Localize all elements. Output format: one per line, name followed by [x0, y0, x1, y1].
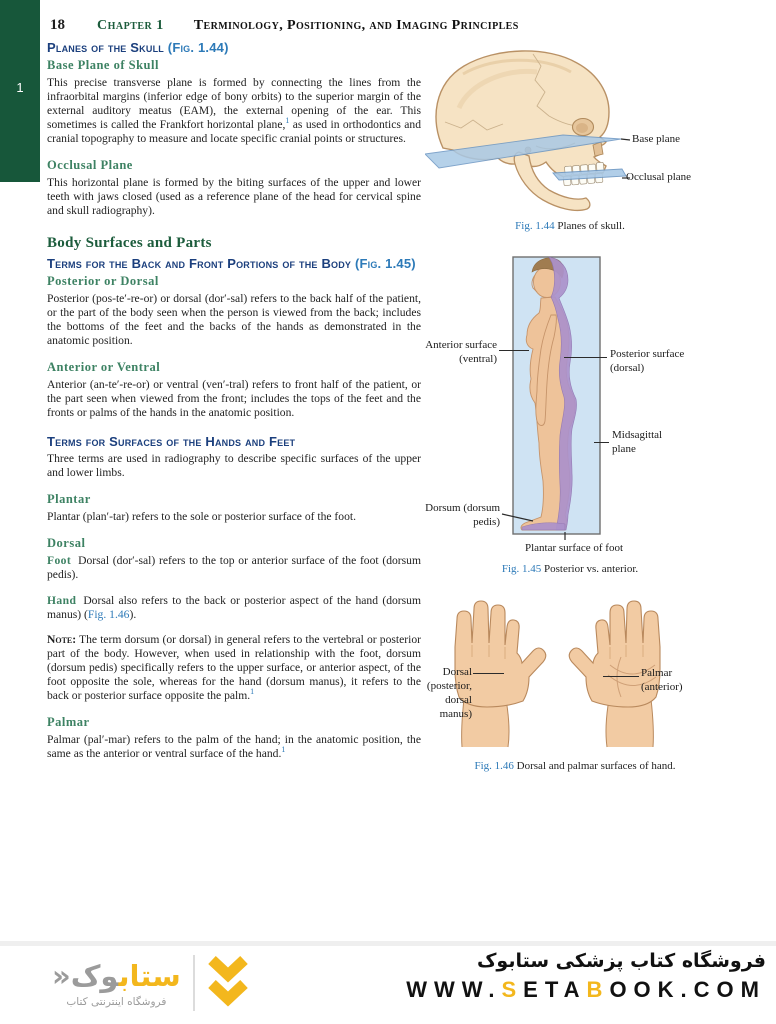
text-column — [47, 40, 421, 761]
pointer-dorsal — [473, 673, 504, 674]
heading-dorsal: Dorsal — [47, 536, 86, 550]
url-s: S — [501, 977, 524, 1002]
label-base-plane: Base plane — [632, 133, 680, 145]
caption-fig-144-text: Planes of skull. — [554, 220, 625, 232]
wordmark-yellow: ستاب — [118, 958, 181, 993]
footnote-ref: 1 — [281, 745, 286, 755]
heading-plantar: Plantar — [47, 492, 91, 506]
paragraph-dorsal-foot — [47, 554, 421, 582]
pointer-anterior — [499, 350, 529, 351]
label-midsagittal-line2: plane — [612, 442, 636, 455]
label-dorsum-line2: pedis) — [473, 515, 500, 528]
heading-planes-text: Planes of the Skull — [47, 40, 168, 55]
dorsal-hand-text-2: ). — [129, 608, 137, 621]
label-anterior-line2: (ventral) — [459, 352, 497, 365]
paragraph-plantar: Plantar (plan′-tar) refers to the sole or posterior surface of the foot. — [47, 510, 357, 523]
base-plane-text-2: as used in orthodontics and cranial topography to measure and locate specific cranial points or structures. — [47, 118, 421, 145]
base-plane-text-1: This precise transverse plane is formed by connecting the lines from the infraorbital margins (inferior edge of bony orbits) to the superior margin of the external auditory meatus (EAM), the external opening of the ear. This sometimes is called the Frankfort horizontal plane, — [47, 76, 421, 131]
url-ook: OOK.COM — [609, 977, 766, 1002]
heading-planes-of-skull — [47, 40, 421, 55]
heading-anterior-ventral: Anterior or Ventral — [47, 360, 161, 374]
palmar-text: Palmar (pal′-mar) refers to the palm of the hand; in the anatomic position, the same as the anterior or ventral surface of the hand. — [47, 733, 421, 760]
heading-base-plane: Base Plane of Skull — [47, 58, 159, 72]
dorsal-hand-text-1: Dorsal also refers to the back or posterior aspect of the hand (dorsum manus) ( — [47, 594, 421, 621]
label-dorsum — [425, 502, 500, 529]
url-www: WWW. — [406, 977, 502, 1002]
heading-planes-figref: (Fig. 1.44) — [167, 40, 229, 55]
caption-fig-144 — [425, 220, 715, 232]
dorsal-hand-figref: Fig. 1.46 — [87, 608, 130, 621]
lead-hand: Hand — [47, 594, 77, 607]
lead-foot: Foot — [47, 554, 72, 567]
setabook-logo — [52, 954, 249, 1012]
website-url[interactable] — [406, 977, 766, 1003]
label-posterior-line1: Posterior surface — [610, 348, 685, 360]
terms-back-figref: (Fig. 1.45) — [354, 256, 416, 271]
logo-divider — [193, 955, 195, 1011]
figure-1-46 — [425, 595, 770, 785]
bookstore-footer — [0, 948, 776, 1024]
terms-back-text: Terms for the Back and Front Portions of the Body — [47, 256, 355, 271]
caption-fig-146 — [425, 760, 725, 772]
caption-fig-145 — [425, 563, 715, 575]
label-dorsal-line4: manus) — [439, 708, 472, 720]
label-palmar-hand — [641, 667, 683, 694]
heading-terms-surfaces: Terms for Surfaces of the Hands and Feet — [47, 434, 296, 449]
label-posterior-surface — [610, 348, 684, 375]
double-chevron-icon — [207, 954, 249, 1012]
skull-illustration — [425, 50, 725, 215]
chapter-title: Terminology, Positioning, and Imaging Principles — [193, 18, 519, 33]
label-midsagittal-plane — [612, 429, 662, 456]
heading-body-surfaces: Body Surfaces and Parts — [47, 235, 212, 251]
note-label: Note: — [47, 633, 77, 646]
paragraph-occlusal-plane: This horizontal plane is formed by the biting surfaces of the upper and lower teeth with jaws closed (used as a reference plane of the head for cervical spine and skull radiography). — [47, 176, 421, 217]
figure-1-44 — [425, 50, 770, 250]
label-posterior-line2: (dorsal) — [610, 361, 645, 374]
url-eta: ETA — [523, 977, 587, 1002]
label-anterior-line1: Anterior surface — [425, 339, 497, 351]
page-edge-divider — [0, 941, 776, 946]
paragraph-posterior: Posterior (pos-te′-re-or) or dorsal (dor′-sal) refers to the back half of the patient, or the part of the body seen when the person is viewed from the back; includes the bottoms of the feet and the backs of the hands as demonstrated in the anatomic position. — [47, 292, 421, 347]
pointer-posterior — [564, 357, 607, 358]
store-title: فروشگاه کتاب پزشکی ستابوک — [476, 950, 766, 972]
label-dorsal-line2: (posterior, — [426, 680, 472, 692]
logo-tagline: فروشگاه اینترنتی کتاب — [66, 995, 167, 1008]
paragraph-dorsal-hand — [47, 594, 421, 622]
footnote-ref: 1 — [285, 116, 290, 126]
pointer-midsagittal — [594, 442, 609, 443]
setabook-wordmark — [52, 959, 181, 1008]
setabook-wordmark-text — [52, 959, 181, 993]
caption-fig-145-ref: Fig. 1.45 — [501, 563, 542, 575]
caption-fig-146-ref: Fig. 1.46 — [474, 760, 514, 772]
wordmark-gray: وک — [70, 958, 119, 993]
paragraph-terms-surfaces: Three terms are used in radiography to describe specific surfaces of the upper and lower limbs. — [47, 452, 421, 479]
pointer-palmar — [603, 676, 639, 677]
label-anterior-surface — [425, 339, 497, 366]
label-occlusal-plane: Occlusal plane — [626, 171, 692, 183]
label-dorsal-hand — [425, 665, 472, 721]
label-dorsal-line1: Dorsal — [442, 666, 472, 678]
caption-fig-144-ref: Fig. 1.44 — [515, 220, 555, 232]
page-number: 18 — [50, 17, 65, 33]
chapter-tab-number: 1 — [16, 80, 24, 95]
label-midsagittal-line1: Midsagittal — [612, 429, 663, 441]
caption-fig-146-text: Dorsal and palmar surfaces of hand. — [513, 760, 676, 772]
label-palmar-line1: Palmar — [641, 667, 673, 679]
label-dorsum-line1: Dorsum (dorsum — [425, 502, 500, 514]
paragraph-note — [47, 633, 421, 703]
figure-1-45 — [425, 253, 770, 598]
paragraph-palmar — [47, 733, 421, 761]
heading-palmar: Palmar — [47, 715, 90, 729]
label-palmar-line2: (anterior) — [641, 680, 683, 693]
label-dorsal-line3: dorsal — [445, 694, 472, 706]
footer-right — [406, 950, 766, 1003]
paragraph-anterior: Anterior (an-te′-re-or) or ventral (ven′-tral) refers to front half of the patient, or the part seen when viewed from the front; includes the tops of the feet and the fronts or palms of the hands in the anatomic position. — [47, 378, 421, 419]
caption-fig-145-text: Posterior vs. anterior. — [541, 563, 639, 575]
heading-posterior-dorsal: Posterior or Dorsal — [47, 274, 159, 288]
url-b: B — [586, 977, 610, 1002]
chapter-tab — [0, 0, 40, 182]
note-text: The term dorsum (or dorsal) in general refers to the vertebral or posterior part of the body. However, when used in relationship with the foot, dorsum (dorsum pedis) specifically refers to the upper surface, or anterior aspect, of the foot opposite the sole, whereas for the hand (dorsum manus), it refers to the back or posterior surface opposite the palm. — [47, 633, 421, 702]
wordmark-guillemet: « — [52, 958, 71, 993]
dorsal-foot-text: Dorsal (dor′-sal) refers to the top or anterior surface of the foot (dorsum pedis). — [47, 554, 421, 581]
footnote-ref: 1 — [250, 687, 255, 697]
chapter-label: Chapter 1 — [97, 18, 164, 33]
label-plantar-surface: Plantar surface of foot — [524, 542, 624, 554]
paragraph-base-plane — [47, 76, 421, 146]
page-header — [50, 17, 519, 34]
heading-terms-back-front — [47, 256, 421, 271]
heading-occlusal-plane: Occlusal Plane — [47, 158, 133, 172]
